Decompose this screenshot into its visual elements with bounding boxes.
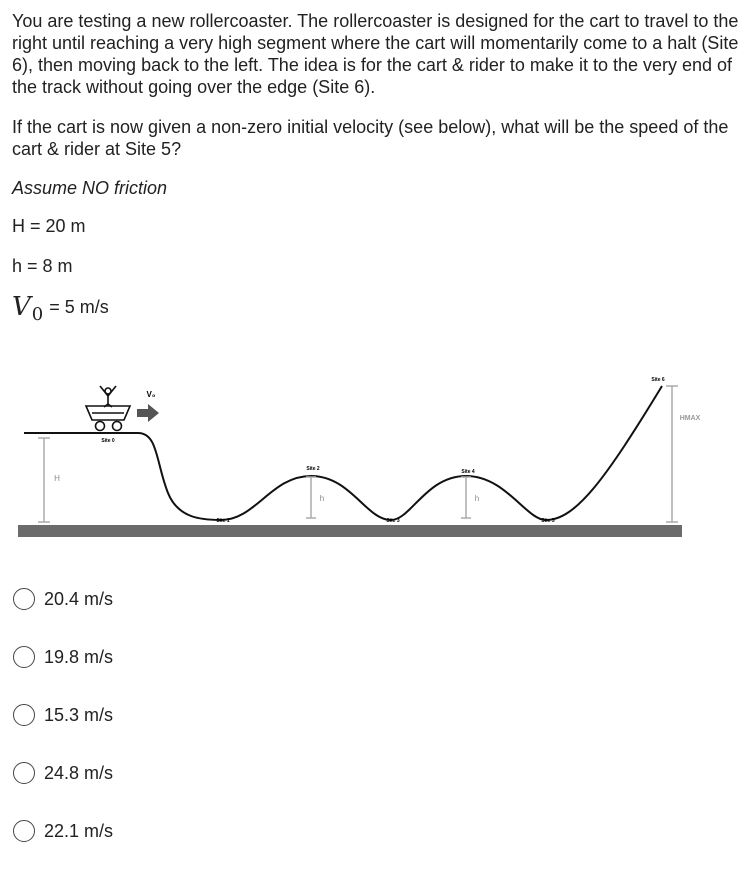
- radio-button[interactable]: [13, 762, 35, 784]
- given-v0: [12, 291, 740, 323]
- h-big-measure: [38, 438, 50, 522]
- label-site2: Site 2: [306, 466, 320, 472]
- answer-label: 19.8 m/s: [44, 646, 114, 667]
- v0-subscript: 0: [31, 303, 44, 325]
- h-small-measure-2: [306, 477, 316, 518]
- given-h: h = 8 m: [12, 256, 73, 276]
- label-site6: Site 6: [651, 377, 665, 383]
- question-paragraph-2: If the cart is now given a non-zero initial velocity (see below), what will be the speed of the cart & rider at Site 5?: [12, 117, 729, 159]
- radio-button[interactable]: [13, 704, 35, 726]
- label-H: H: [54, 474, 60, 483]
- label-hmax: HMAX: [679, 415, 701, 422]
- v0-symbol: V: [12, 292, 31, 322]
- answer-option-1[interactable]: [13, 586, 113, 612]
- radio-button[interactable]: [13, 646, 35, 668]
- assumption-text: Assume NO friction: [12, 178, 168, 198]
- label-site5: Site 5: [541, 518, 555, 524]
- label-h-site4: h: [474, 494, 480, 503]
- velocity-arrow-icon: [137, 404, 159, 422]
- given-H: H = 20 m: [12, 216, 86, 236]
- rollercoaster-diagram: [16, 368, 701, 543]
- answer-label: 15.3 m/s: [44, 704, 114, 725]
- radio-button[interactable]: [13, 588, 35, 610]
- label-site0: Site 0: [101, 438, 115, 444]
- answer-option-3[interactable]: [13, 702, 113, 728]
- question-paragraph-1: You are testing a new rollercoaster. The rollercoaster is designed for the cart to travel to the right until reaching a very high segment where the cart will momentarily come to a halt (Site 6), then moving back to the left. The idea is for the cart & rider to make it to the very end of the track without going over the edge (Site 6).: [12, 11, 739, 97]
- v0-value: = 5 m/s: [49, 296, 109, 317]
- answer-label: 22.1 m/s: [44, 820, 114, 841]
- answer-option-4[interactable]: [13, 760, 113, 786]
- answer-option-5[interactable]: [13, 818, 113, 844]
- hmax-measure: [666, 386, 678, 522]
- cart-icon: [86, 386, 130, 431]
- label-site4: Site 4: [461, 469, 475, 475]
- label-v0: V₀: [146, 390, 156, 399]
- question-text: [12, 10, 740, 323]
- h-small-measure-4: [461, 477, 471, 518]
- answer-option-2[interactable]: [13, 644, 113, 670]
- ground: [18, 525, 682, 537]
- answer-options: [13, 586, 113, 876]
- label-h-site2: h: [319, 494, 325, 503]
- answer-label: 20.4 m/s: [44, 588, 114, 609]
- radio-button[interactable]: [13, 820, 35, 842]
- label-site3: Site 3: [386, 518, 400, 524]
- label-site1: Site 1: [216, 518, 230, 524]
- answer-label: 24.8 m/s: [44, 762, 114, 783]
